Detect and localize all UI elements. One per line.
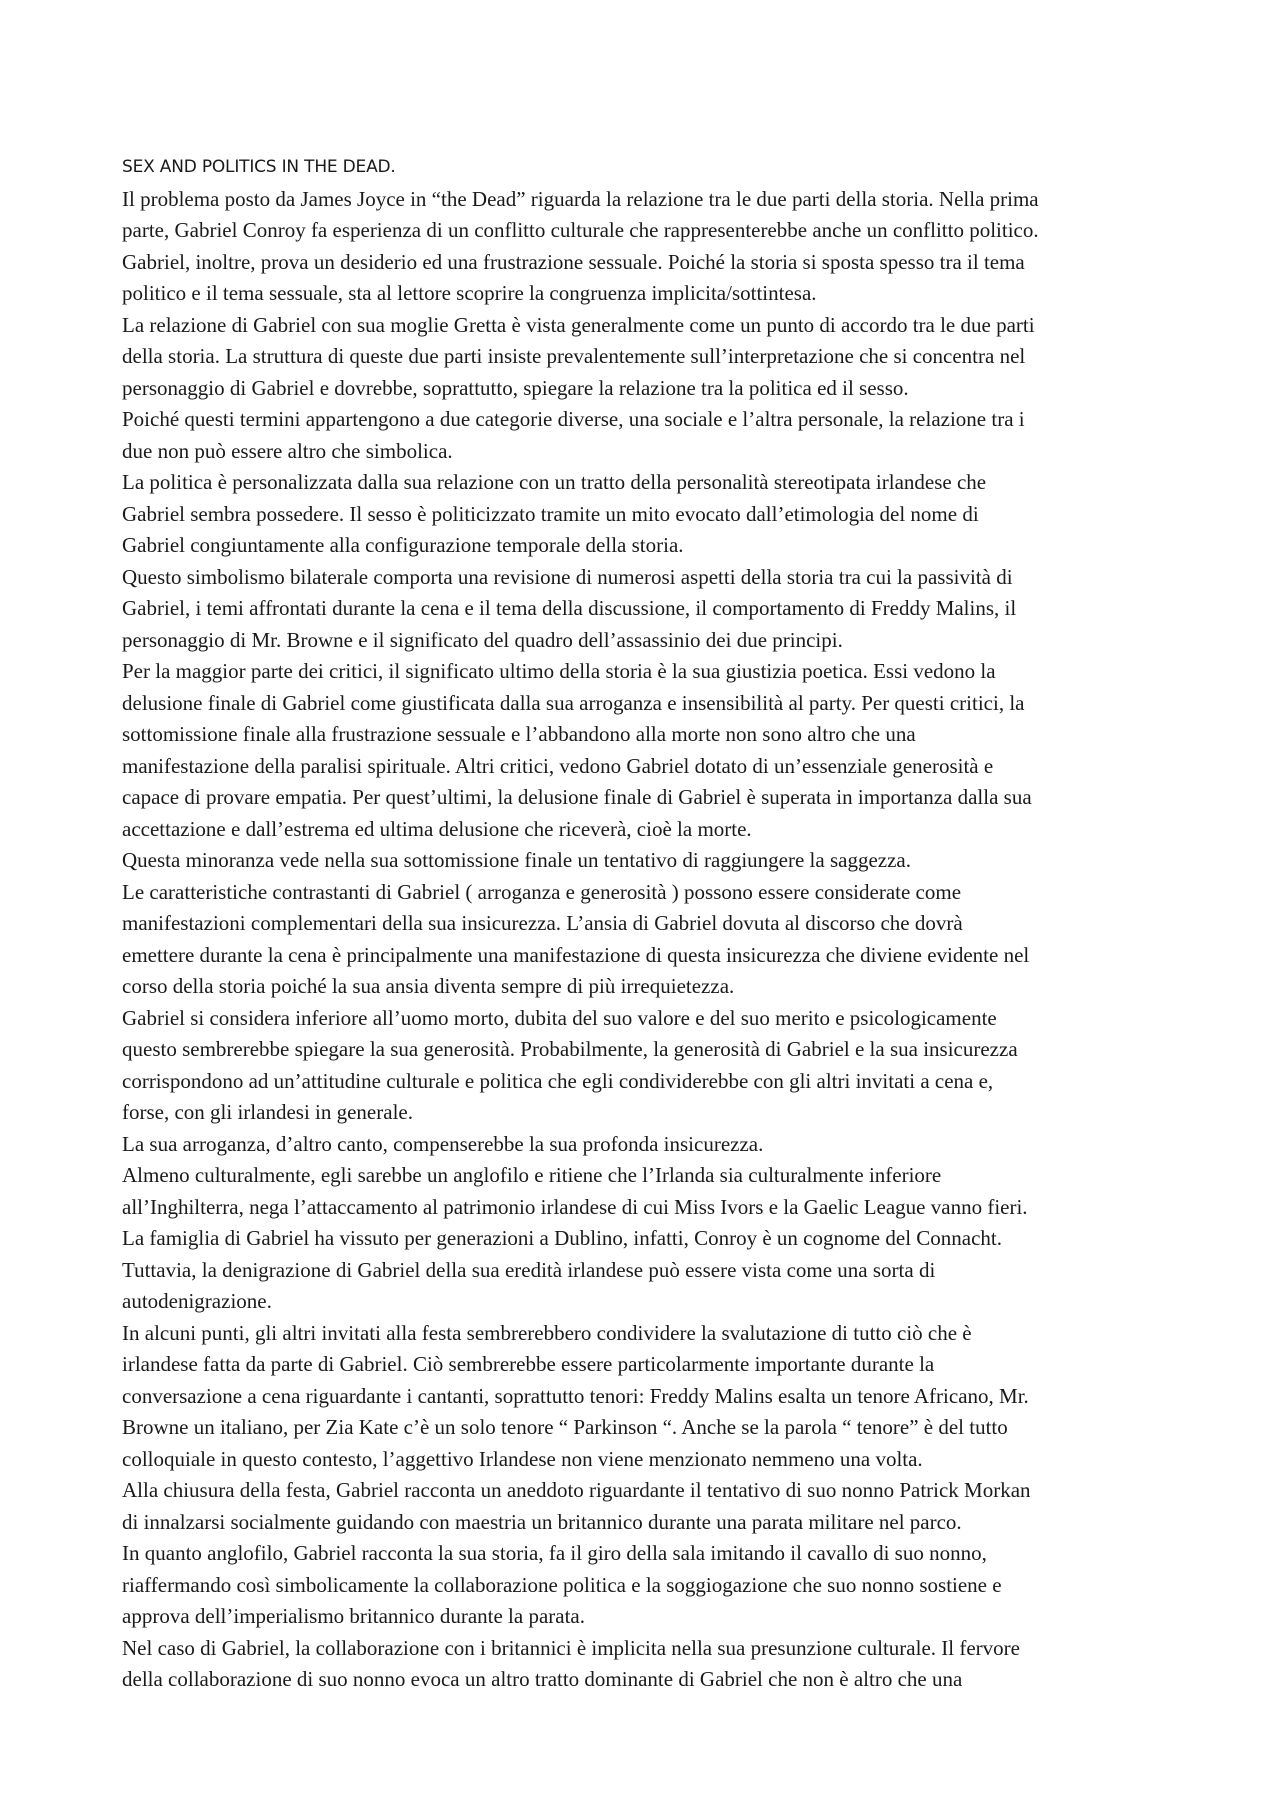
text-line: La relazione di Gabriel con sua moglie Gretta è vista generalmente come un punto di accordo tra le due parti [122,312,1035,337]
text-line: autodenigrazione. [122,1289,272,1313]
text-line: forse, con gli irlandesi in generale. [122,1100,413,1124]
text-line: Tuttavia, la denigrazione di Gabriel della sua eredità irlandese può essere vista come una sorta di [122,1257,936,1282]
document-body [122,152,1162,1696]
text-line: In alcuni punti, gli altri invitati alla festa sembrerebbero condividere la svalutazione di tutto ciò che è [122,1320,972,1345]
text-line: Alla chiusura della festa, Gabriel racconta un aneddoto riguardante il tentativo di suo nonno Patrick Morkan [122,1478,1031,1502]
text-line: all’Inghilterra, nega l’attaccamento al patrimonio irlandese di cui Miss Ivors e la Gaelic League vanno fieri. [122,1194,1028,1219]
text-line: delusione finale di Gabriel come giustificata dalla sua arroganza e insensibilità al party. Per questi critici, la [122,690,1025,715]
text-line: della collaborazione di suo nonno evoca un altro tratto dominante di Gabriel che non è altro che una [122,1667,963,1691]
text-line: Browne un italiano, per Zia Kate c’è un solo tenore “ Parkinson “. Anche se la parola “ tenore” è del tutto [122,1415,1008,1439]
text-line: La sua arroganza, d’altro canto, compenserebbe la sua profonda insicurezza. [122,1131,764,1156]
text-line: di innalzarsi socialmente guidando con maestria un britannico durante una parata militare nel parco. [122,1509,962,1534]
text-line: corrispondono ad un’attitudine culturale e politica che egli condividerebbe con gli altri invitati a cena e, [122,1068,994,1093]
text-line: personaggio di Gabriel e dovrebbe, soprattutto, spiegare la relazione tra la politica ed il sesso. [122,375,909,400]
text-line: parte, Gabriel Conroy fa esperienza di un conflitto culturale che rappresenterebbe anche un conflitto politico. [122,218,1039,242]
document-title: SEX AND POLITICS IN THE DEAD. [122,157,396,177]
text-line: La politica è personalizzata dalla sua relazione con un tratto della personalità stereotipata irlandese che [122,470,987,494]
text-line: manifestazione della paralisi spirituale. Altri critici, vedono Gabriel dotato di un’essenziale generosità e [122,753,994,778]
text-line: Gabriel, inoltre, prova un desiderio ed una frustrazione sessuale. Poiché la storia si sposta spesso tra il tema [122,249,1025,274]
document-text [122,184,1162,1696]
text-line: emettere durante la cena è principalmente una manifestazione di questa insicurezza che diviene evidente nel [122,942,1030,967]
text-line: corso della storia poiché la sua ansia diventa sempre di più irrequietezza. [122,974,735,998]
text-line: Almeno culturalmente, egli sarebbe un anglofilo e ritiene che l’Irlanda sia culturalmente inferiore [122,1163,942,1187]
text-line: accettazione e dall’estrema ed ultima delusione che riceverà, cioè la morte. [122,816,752,841]
text-line: Questo simbolismo bilaterale comporta una revisione di numerosi aspetti della storia tra cui la passività di [122,564,1013,589]
text-line: colloquiale in questo contesto, l’aggettivo Irlandese non viene menzionato nemmeno una volta. [122,1446,923,1471]
text-line: La famiglia di Gabriel ha vissuto per generazioni a Dublino, infatti, Conroy è un cognome del Connacht. [122,1226,1003,1250]
text-line: manifestazioni complementari della sua insicurezza. L’ansia di Gabriel dovuta al discorso che dovrà [122,911,963,935]
text-line: Nel caso di Gabriel, la collaborazione con i britannici è implicita nella sua presunzione culturale. Il fervore [122,1635,1020,1660]
text-line: capace di provare empatia. Per quest’ultimi, la delusione finale di Gabriel è superata in importanza dalla sua [122,785,1032,809]
text-line: Gabriel, i temi affrontati durante la cena e il tema della discussione, il comportamento di Freddy Malins, il [122,596,1017,620]
text-line: Gabriel congiuntamente alla configurazione temporale della storia. [122,533,684,557]
text-line: Questa minoranza vede nella sua sottomissione finale un tentativo di raggiungere la saggezza. [122,848,911,872]
text-line: personaggio di Mr. Browne e il significato del quadro dell’assassinio dei due principi. [122,627,843,652]
text-line: In quanto anglofilo, Gabriel racconta la sua storia, fa il giro della sala imitando il cavallo di suo nonno, [122,1541,987,1565]
text-line: questo sembrerebbe spiegare la sua generosità. Probabilmente, la generosità di Gabriel e la sua insicurezza [122,1037,1018,1061]
text-line: Gabriel sembra possedere. Il sesso è politicizzato tramite un mito evocato dall’etimologia del nome di [122,501,979,526]
text-line: Il problema posto da James Joyce in “the Dead” riguarda la relazione tra le due parti della storia. Nella prima [122,186,1039,211]
text-line: riaffermando così simbolicamente la collaborazione politica e la soggiogazione che suo nonno sostiene e [122,1572,1002,1597]
text-line: sottomissione finale alla frustrazione sessuale e l’abbandono alla morte non sono altro che una [122,722,916,746]
text-line: due non può essere altro che simbolica. [122,438,453,463]
text-line: Le caratteristiche contrastanti di Gabriel ( arroganza e generosità ) possono essere considerate come [122,879,962,904]
text-line: della storia. La struttura di queste due parti insiste prevalentemente sull’interpretazione che si concentra nel [122,344,1026,368]
text-line: irlandese fatta da parte di Gabriel. Ciò sembrerebbe essere particolarmente importante durante la [122,1352,935,1376]
text-line: approva dell’imperialismo britannico durante la parata. [122,1604,585,1628]
text-line: conversazione a cena riguardante i cantanti, soprattutto tenori: Freddy Malins esalta un tenore Africano, Mr. [122,1383,1029,1408]
text-line: Poiché questi termini appartengono a due categorie diverse, una sociale e l’altra personale, la relazione tra i [122,407,1025,431]
text-line: Gabriel si considera inferiore all’uomo morto, dubita del suo valore e del suo merito e psicologicamente [122,1005,997,1030]
text-line: Per la maggior parte dei critici, il significato ultimo della storia è la sua giustizia poetica. Essi vedono la [122,659,996,683]
text-line: politico e il tema sessuale, sta al lettore scoprire la congruenza implicita/sottintesa. [122,281,817,305]
